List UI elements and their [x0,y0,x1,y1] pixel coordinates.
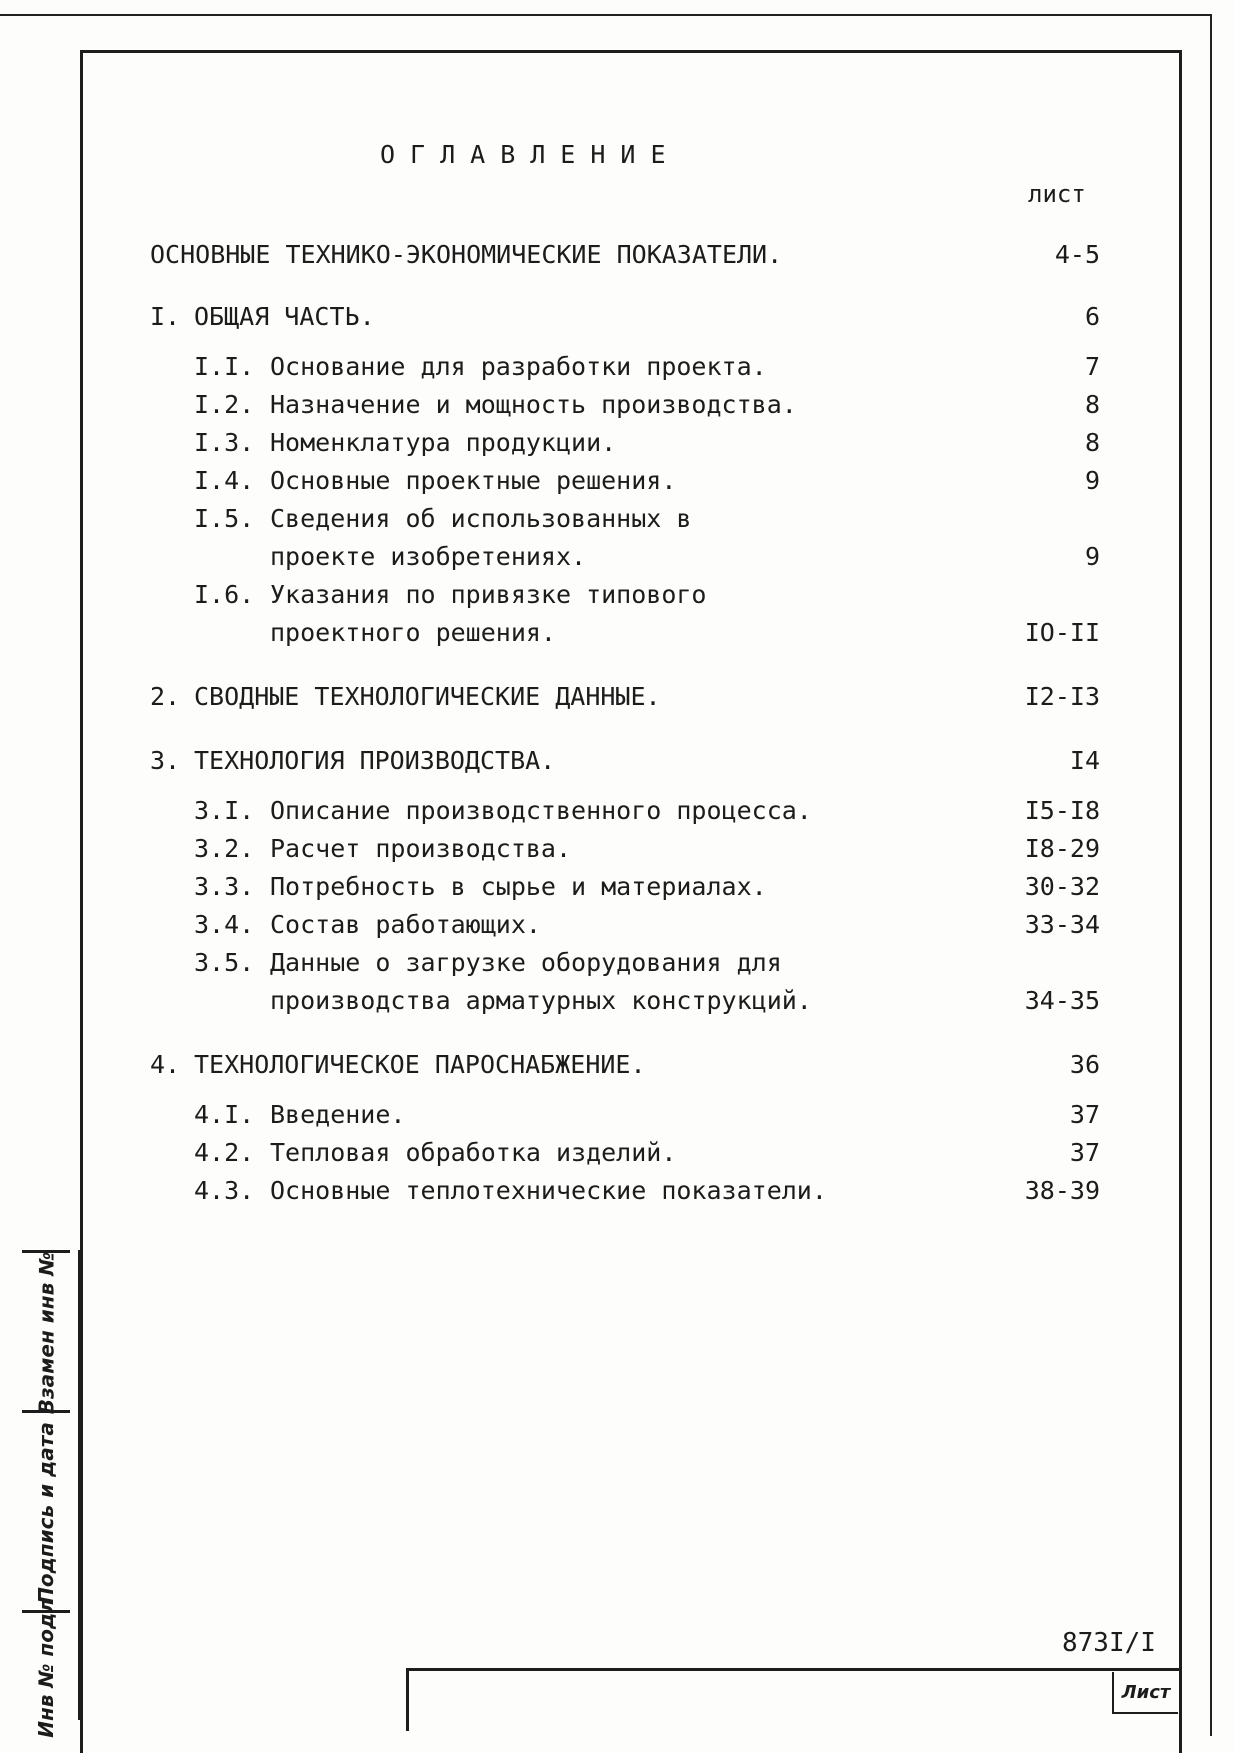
stamp-inv-replace-label: Взамен инв № [34,1251,59,1415]
toc-entry-text: производства арматурных конструкций. [270,986,812,1015]
toc-entry [150,240,1100,270]
toc-entry [194,1100,1100,1130]
toc-entry-text: Указания по привязке типового [270,580,707,609]
toc-entry [194,466,1100,496]
title-block [406,1668,1182,1731]
toc-entry-number: 3.2. [194,834,255,863]
toc-entry-page: 37 [1069,1138,1100,1167]
toc-entry-text: Состав работающих. [270,910,541,939]
toc-entry-text: ОСНОВНЫЕ ТЕХНИКО-ЭКОНОМИЧЕСКИЕ ПОКАЗАТЕЛИ. [150,240,783,269]
toc-entry-number: I.6. [194,580,255,609]
toc-entry-number: 4. [150,1050,181,1079]
toc-entry-number: 4.3. [194,1176,255,1205]
toc-entry-number: I.2. [194,390,255,419]
toc-entry-text: СВОДНЫЕ ТЕХНОЛОГИЧЕСКИЕ ДАННЫЕ. [194,682,661,711]
toc-entry-number: 3. [150,746,181,775]
stamp-sign-date-label: Подпись и дата [34,1422,59,1604]
toc-entry [194,834,1100,864]
toc-entry [150,746,1100,776]
toc-entry-page: 7 [1084,352,1100,381]
stamp-sign-date-cell [22,1410,70,1613]
stamp-inv-orig-label: Инв № подл [34,1598,58,1738]
toc-entry [194,948,782,978]
toc-entry [150,682,1100,712]
toc-entry-page: I4 [1069,746,1100,775]
toc-entry-text: Введение. [270,1100,406,1129]
toc-entry-number: 4.I. [194,1100,255,1129]
toc-entry [194,580,707,610]
toc-entry-text: ТЕХНОЛОГИЧЕСКОЕ ПАРОСНАБЖЕНИЕ. [194,1050,646,1079]
toc-entry-text: проектного решения. [270,618,556,647]
toc-entry-number: I.5. [194,504,255,533]
toc-entry [194,428,1100,458]
toc-entry-text: ТЕХНОЛОГИЯ ПРОИЗВОДСТВА. [194,746,556,775]
toc-entry-text: Основные теплотехнические показатели. [270,1176,827,1205]
toc-entry-number: I.4. [194,466,255,495]
toc-entry-text: проекте изобретениях. [270,542,587,571]
toc-entry [194,504,691,534]
toc-entry-page: I8-29 [1024,834,1100,863]
toc-entry-page: I2-I3 [1024,682,1100,711]
toc-entry [194,352,1100,382]
toc-entry-text: Тепловая обработка изделий. [270,1138,677,1167]
toc-entry-page: 8 [1084,428,1100,457]
document-code: 873I/I [1062,1628,1156,1658]
toc-entry-page: 34-35 [1024,986,1100,1015]
toc-entry-page: I5-I8 [1024,796,1100,825]
stamp-inv-replace-cell [22,1250,70,1413]
toc-entry [150,302,1100,332]
toc-entry-number: I.3. [194,428,255,457]
toc-entry-number: 4.2. [194,1138,255,1167]
toc-entry-number: 2. [150,682,181,711]
toc-entry-text: ОБЩАЯ ЧАСТЬ. [194,302,375,331]
toc-entry-text: Основание для разработки проекта. [270,352,767,381]
toc-entry-number: 3.3. [194,872,255,901]
toc-entry-page: 36 [1069,1050,1100,1079]
toc-entry-text: Описание производственного процесса. [270,796,812,825]
toc-entry-number: 3.4. [194,910,255,939]
stamp-inv-orig-cell [22,1598,70,1738]
toc-entry [270,986,1100,1016]
toc-entry [194,1176,1100,1206]
toc-entry-page: 9 [1084,466,1100,495]
toc-entry [150,1050,1100,1080]
toc-entry-text: Назначение и мощность производства. [270,390,797,419]
toc-entry [194,390,1100,420]
toc-entry-page: 37 [1069,1100,1100,1129]
toc-entry-page: 38-39 [1024,1176,1100,1205]
toc-entry [270,542,1100,572]
toc-entry [194,872,1100,902]
toc-entry [270,618,1100,648]
toc-entry-number: 3.I. [194,796,255,825]
toc-entry-number: I.I. [194,352,255,381]
toc-entry-page: 33-34 [1024,910,1100,939]
toc-entry-page: IO-II [1024,618,1100,647]
toc-entry-page: 6 [1084,302,1100,331]
toc-entry-number: I. [150,302,181,331]
toc-entry [194,910,1100,940]
toc-entry-text: Номенклатура продукции. [270,428,617,457]
sheet-label: Лист [1112,1672,1178,1714]
toc-entry-text: Потребность в сырье и материалах. [270,872,767,901]
page-column-header: лист [1028,180,1086,208]
toc-entry [194,796,1100,826]
toc-entry-text: Расчет производства. [270,834,572,863]
toc-entry-page: 9 [1084,542,1100,571]
toc-entry-text: Сведения об использованных в [270,504,692,533]
toc-entry [194,1138,1100,1168]
toc-entry-page: 8 [1084,390,1100,419]
toc-entry-text: Основные проектные решения. [270,466,677,495]
page-title: ОГЛАВЛЕНИЕ [380,140,681,169]
toc-entry-page: 4-5 [1054,240,1100,269]
toc-entry-page: 30-32 [1024,872,1100,901]
toc-entry-number: 3.5. [194,948,255,977]
toc-entry-text: Данные о загрузке оборудования для [270,948,782,977]
